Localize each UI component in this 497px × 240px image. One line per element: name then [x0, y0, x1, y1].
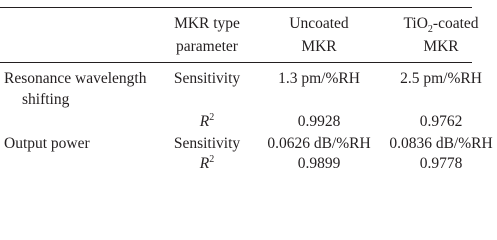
header-tio2-mkr-label: MKR — [423, 38, 459, 55]
row4-param-superscript: 2 — [209, 154, 215, 165]
row3-tio2-value: 0.0836 dB/%RH — [389, 135, 493, 152]
row2-param-r-squared — [160, 112, 254, 133]
header-tio2-prefix: TiO — [403, 15, 428, 32]
row2-tio2-value: 0.9762 — [419, 113, 463, 130]
row4-param-r-squared — [160, 154, 254, 175]
header-parameter: parameter — [176, 38, 238, 55]
table-header-rule — [0, 62, 472, 63]
row2-param-superscript: 2 — [209, 112, 215, 123]
header-tio2-coated — [385, 14, 497, 33]
header-tio2-suffix: -coated — [432, 15, 479, 32]
header-tio2-subscript: 2 — [427, 24, 433, 35]
row2-param-r: R — [199, 113, 210, 130]
row1-uncoated-value: 1.3 pm/%RH — [278, 70, 360, 87]
row-label-resonance-wavelength: Resonance wavelength — [4, 70, 147, 87]
header-uncoated-mkr-label: MKR — [301, 38, 337, 55]
row-label-output-power: Output power — [4, 135, 90, 152]
row2-uncoated-value: 0.9928 — [297, 113, 341, 130]
header-mkr-type: MKR type — [174, 15, 240, 32]
row3-param-sensitivity: Sensitivity — [173, 135, 241, 152]
header-uncoated: Uncoated — [289, 15, 349, 32]
row4-tio2-value: 0.9778 — [419, 155, 463, 172]
header-tio2-coated-mkr — [385, 14, 497, 56]
row-label-shifting: shifting — [22, 91, 70, 108]
row1-tio2-value: 2.5 pm/%RH — [400, 70, 482, 87]
header-uncoated-mkr — [263, 14, 375, 56]
table-top-rule — [0, 7, 472, 8]
row4-uncoated-value: 0.9899 — [297, 155, 341, 172]
row1-param-sensitivity: Sensitivity — [173, 70, 241, 87]
row4-param-r: R — [199, 155, 210, 172]
header-mkr-type-parameter — [160, 14, 254, 56]
row3-uncoated-value: 0.0626 dB/%RH — [267, 135, 371, 152]
